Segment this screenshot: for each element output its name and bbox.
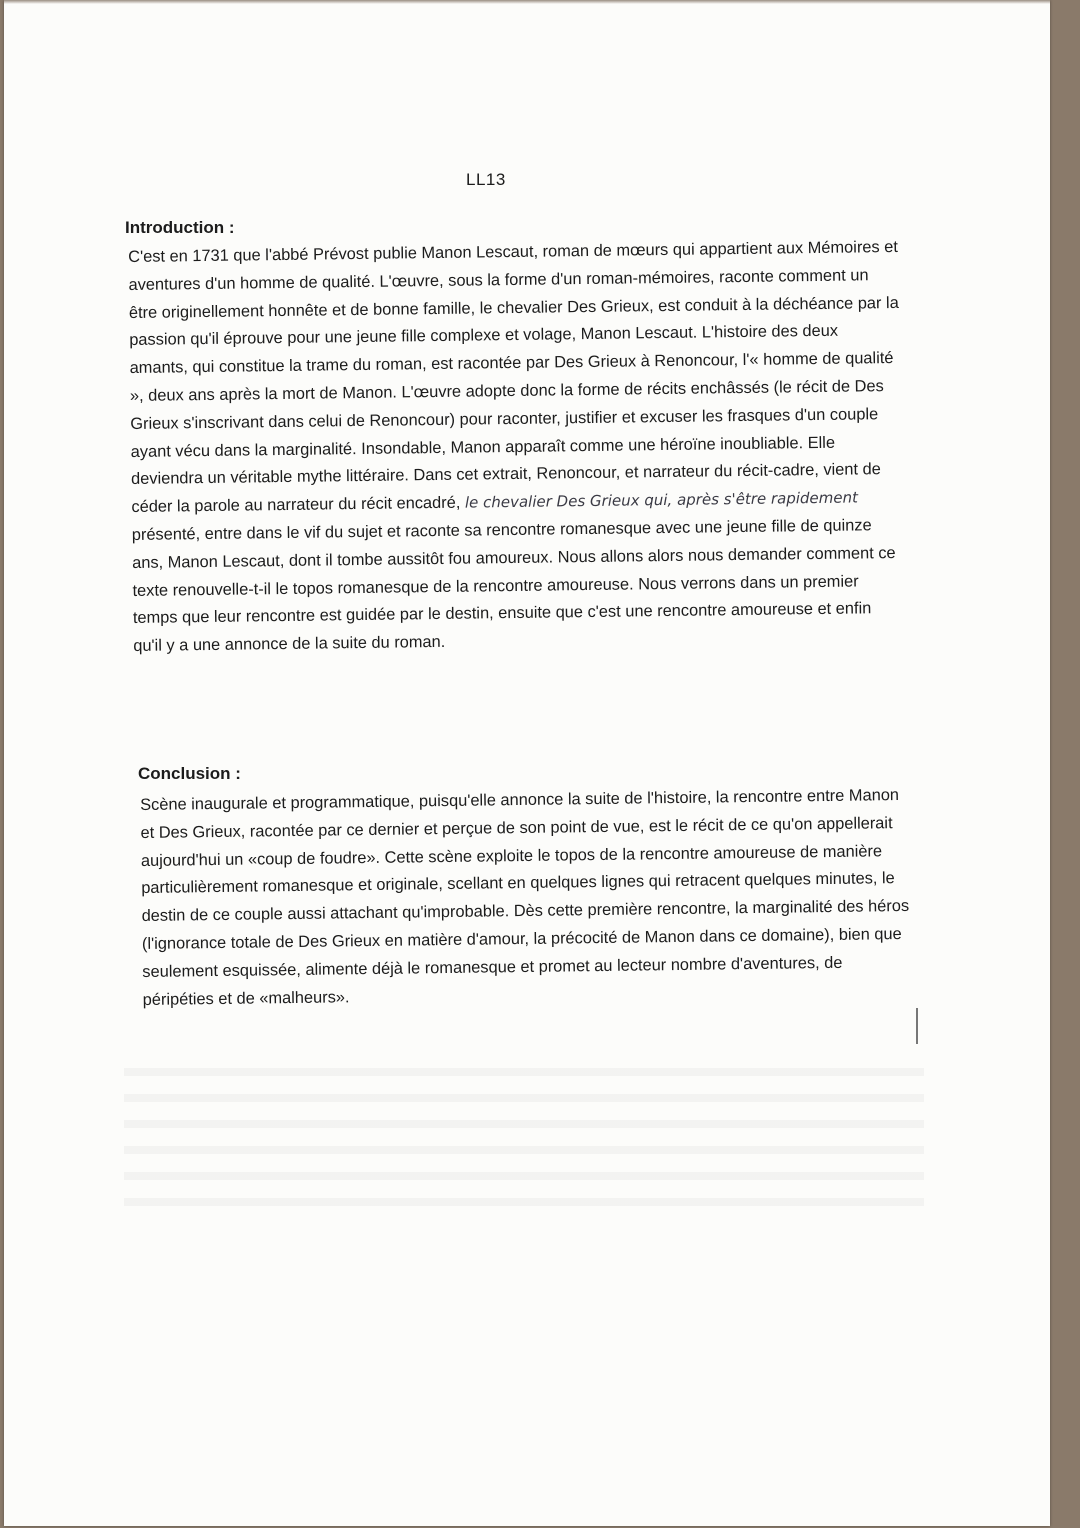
paper-edge xyxy=(4,0,1050,4)
introduction-typed-text: C'est en 1731 que l'abbé Prévost publie Manon Lescaut, roman de mœurs qui appartient aux Mémoires et aventures d'un homme de qualité. L'œuvre, sous la forme d'un roman-mémoires, raconte comment un être originellement honnête et de bonne famille, le chevalier Des Grieux, est conduit à la déchéance par la passion qu'il éprouve pour une jeune fille complexe et volage, Manon Lescaut. L'histoire des deux amants, qui constitue la trame du roman, est racontée par Des Grieux à Renoncour, l'« homme de qualité », deux ans après la mort de Manon. L'œuvre adopte donc la forme de récits enchâssés (le récit de Des Grieux s'inscrivant dans celui de Renoncour) pour raconter, justifier et excuser les frasques d'un couple ayant vécu dans la marginalité. Insondable, Manon apparaît comme une héroïne inoubliable. Elle deviendra un véritable mythe littéraire. Dans cet extrait, Renoncour, et narrateur du récit-cadre, vient de céder la parole au narrateur du récit encadré, xyxy=(128,237,899,517)
introduction-paragraph xyxy=(128,234,903,661)
conclusion-heading: Conclusion : xyxy=(138,764,241,783)
margin-mark xyxy=(916,1008,918,1044)
conclusion-paragraph: Scène inaugurale et programmatique, puisqu'elle annonce la suite de l'histoire, la rencontre entre Manon et Des Grieux, racontée par ce dernier et perçue de son point de vue, est le récit de ce qu'on appellerait aujourd'hui un «coup de foudre». Cette scène exploite le topos de la rencontre amoureuse de manière particulièrement romanesque et originale, scellant en quelques lignes qui retracent quelques minutes, le destin de ce couple aussi attachant qu'improbable. Dès cette première rencontre, la marginalité des héros (l'ignorance totale de Des Grieux en matière d'amour, la précocité de Manon dans ce domaine), bien que seulement esquissée, alimente déjà le romanesque et promet au lecteur nombre d'aventures, de péripéties et de «malheurs». xyxy=(140,786,910,1009)
document-page xyxy=(4,0,1050,1526)
introduction-typed-text-end: présenté, entre dans le vif du sujet et raconte sa rencontre romanesque avec une jeune fille de quinze ans, Manon Lescaut, dont il tombe aussitôt fou amoureux. Nous allons alors nous demander comment ce texte renouvelle-t-il le topos romanesque de la rencontre amoureuse. Nous verrons dans un premier temps que leur rencontre est guidée par le destin, ensuite que c'est une rencontre amoureuse et enfin qu'il y a une annonce de la suite du roman. xyxy=(131,516,896,656)
show-through-text xyxy=(124,1050,924,1220)
handwritten-insert: le chevalier Des Grieux qui, après s'être rapidement xyxy=(464,488,859,512)
page-number: LL13 xyxy=(466,170,506,189)
introduction-heading: Introduction : xyxy=(125,218,235,237)
